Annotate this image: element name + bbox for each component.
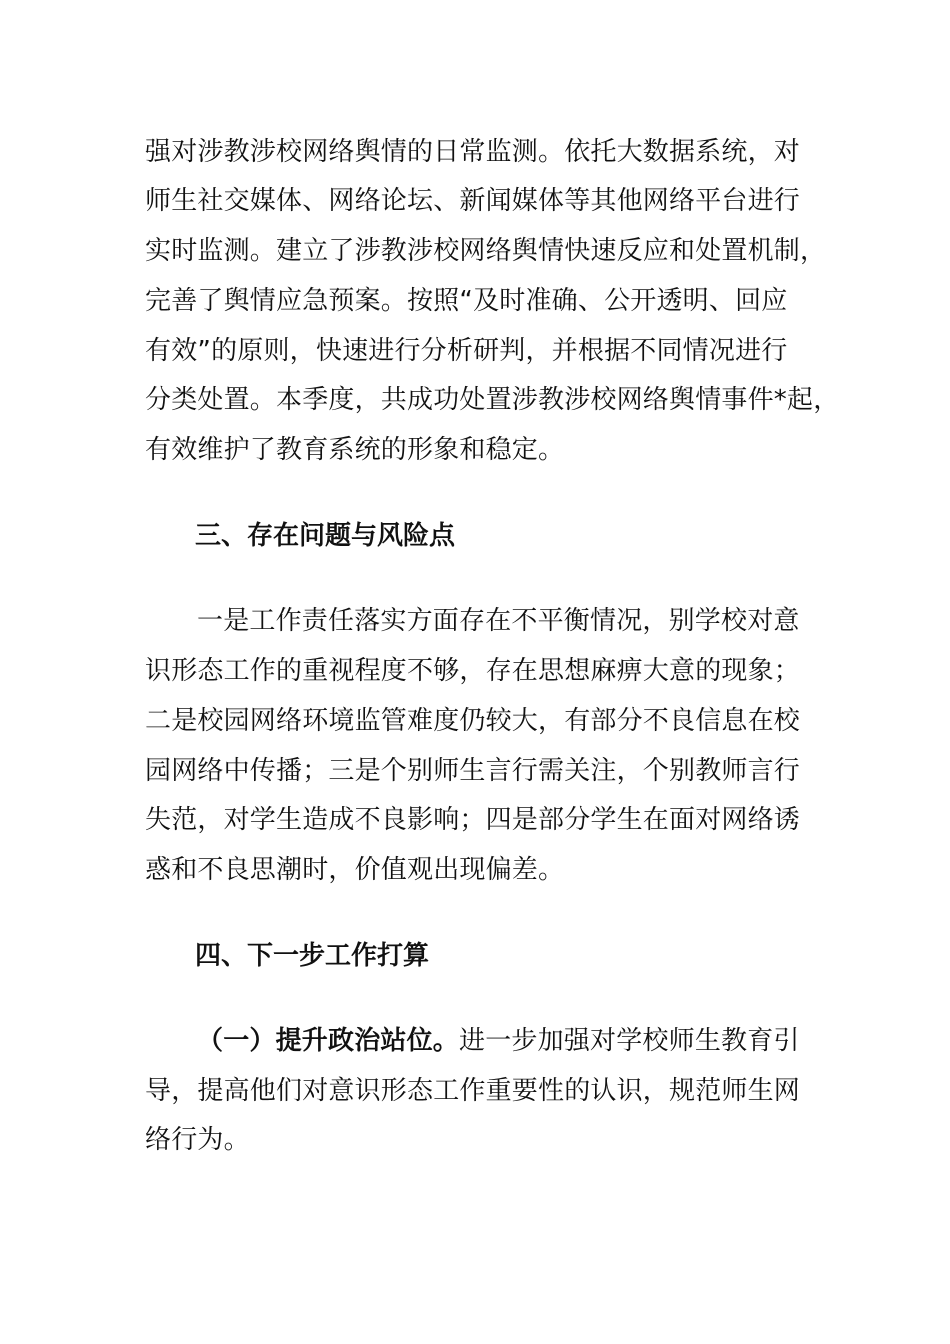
text-line: 完善了舆情应急预案。按照“及时准确、公开透明、回应 (145, 286, 788, 316)
text-line: 有效”的原则，快速进行分析研判，并根据不同情况进行 (145, 336, 788, 366)
text-line: 实时监测。建立了涉教涉校网络舆情快速反应和处置机制， (145, 236, 827, 266)
text-line: 分类处置。本季度，共成功处置涉教涉校网络舆情事件*起， (145, 385, 840, 415)
text-line: 强对涉教涉校网络舆情的日常监测。依托大数据系统，对 (145, 137, 801, 167)
text-line: 一是工作责任落实方面存在不平衡情况，别学校对意 (197, 606, 800, 636)
item-first-line-rest: 进一步加强对学校师生教育引 (459, 1026, 800, 1056)
text-line: 有效维护了教育系统的形象和稳定。 (145, 435, 565, 465)
text-line: 园网络中传播；三是个别师生言行需关注，个别教师言行 (145, 756, 801, 786)
text-line: 识形态工作的重视程度不够，存在思想麻痹大意的现象； (145, 656, 801, 686)
text-line: 导，提高他们对意识形态工作重要性的认识，规范师生网 (145, 1076, 801, 1106)
item-lead-bold: （一）提升政治站位。 (197, 1026, 460, 1056)
text-line: 师生社交媒体、网络论坛、新闻媒体等其他网络平台进行 (145, 186, 801, 216)
section-heading-issues: 三、存在问题与风险点 (195, 521, 456, 551)
section-heading-next-steps: 四、下一步工作打算 (195, 941, 430, 971)
text-line (197, 1025, 800, 1057)
text-line: 失范，对学生造成不良影响；四是部分学生在面对网络诱 (145, 805, 801, 835)
text-line: 二是校园网络环境监管难度仍较大，有部分不良信息在校 (145, 706, 801, 736)
text-line: 络行为。 (145, 1125, 250, 1155)
text-line: 惑和不良思潮时，价值观出现偏差。 (145, 855, 565, 885)
